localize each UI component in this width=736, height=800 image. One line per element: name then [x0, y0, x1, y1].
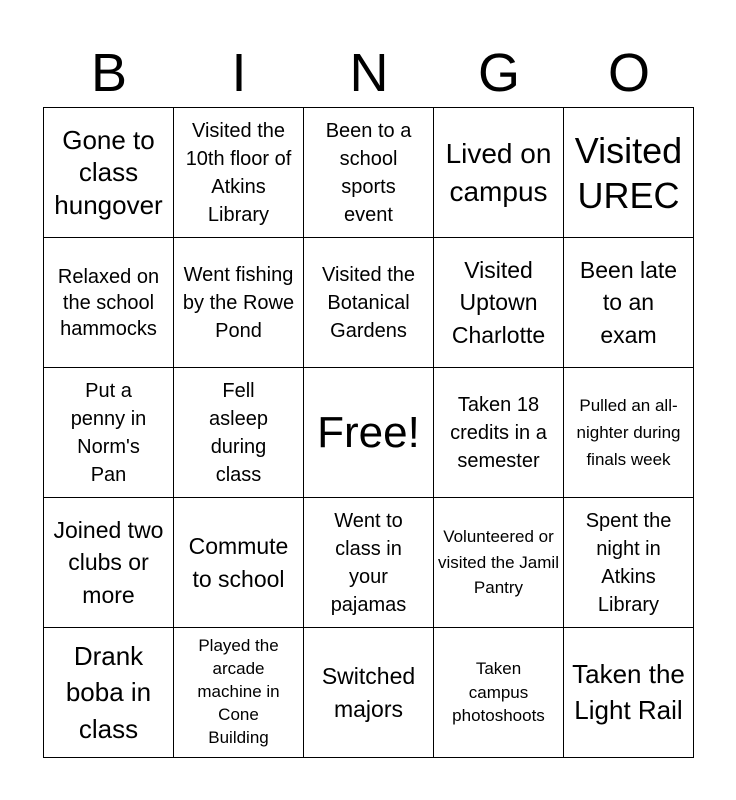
cell-text: Fell asleep during class: [209, 379, 268, 486]
cell-text: Visited the 10th floor of Atkins Library: [185, 119, 292, 226]
bingo-cell[interactable]: [304, 498, 434, 628]
free-space[interactable]: [304, 368, 434, 498]
cell-text: Spent the night in Atkins Library: [585, 509, 672, 616]
cell-text: Visited UREC: [574, 129, 683, 216]
bingo-cell[interactable]: [44, 628, 174, 758]
bingo-cell[interactable]: [304, 108, 434, 238]
cell-text: Visited Uptown Charlotte: [451, 257, 546, 348]
bingo-grid: [43, 107, 694, 758]
bingo-cell[interactable]: [434, 108, 564, 238]
bingo-cell[interactable]: [434, 368, 564, 498]
cell-text: Been to a school sports event: [325, 119, 412, 226]
cell-text: Lived on campus: [445, 137, 552, 207]
bingo-cell[interactable]: [434, 238, 564, 368]
bingo-cell[interactable]: [174, 368, 304, 498]
header-letter-g: G: [477, 43, 520, 103]
cell-text: Relaxed on the school hammocks: [57, 265, 160, 340]
cell-text: Switched majors: [321, 663, 416, 722]
bingo-cell[interactable]: [44, 368, 174, 498]
bingo-cell[interactable]: [434, 498, 564, 628]
bingo-header: [44, 38, 694, 108]
bingo-cell[interactable]: [564, 368, 694, 498]
header-letter-n: N: [349, 43, 389, 103]
bingo-cell[interactable]: [564, 628, 694, 758]
bingo-cell[interactable]: [174, 238, 304, 368]
bingo-cell[interactable]: [174, 628, 304, 758]
bingo-cell[interactable]: [564, 238, 694, 368]
cell-text: Played the arcade machine in Cone Building: [197, 636, 280, 747]
bingo-cell[interactable]: [44, 108, 174, 238]
header-letter-b: B: [90, 43, 128, 103]
bingo-cell[interactable]: [174, 498, 304, 628]
bingo-cell[interactable]: [304, 238, 434, 368]
cell-text: Gone to class hungover: [54, 124, 163, 220]
bingo-cell[interactable]: [174, 108, 304, 238]
cell-text: Taken the Light Rail: [572, 659, 685, 725]
bingo-cell[interactable]: [44, 498, 174, 628]
cell-text: Drank boba in class: [65, 640, 152, 744]
cell-text: Went to class in your pajamas: [330, 509, 407, 616]
header-letter-i: I: [231, 43, 247, 103]
bingo-cell[interactable]: [304, 628, 434, 758]
cell-text: Free!: [317, 407, 420, 457]
bingo-cell[interactable]: [564, 108, 694, 238]
cell-text: Taken 18 credits in a semester: [450, 393, 547, 472]
bingo-cell[interactable]: [564, 498, 694, 628]
cell-text: Taken campus photoshoots: [452, 658, 545, 726]
cell-text: Went fishing by the Rowe Pond: [182, 263, 295, 342]
bingo-cell[interactable]: [434, 628, 564, 758]
cell-text: Volunteered or visited the Jamil Pantry: [438, 527, 559, 598]
cell-text: Pulled an all-nighter during finals week: [576, 395, 681, 470]
cell-text: Put a penny in Norm's Pan: [70, 379, 147, 486]
cell-text: Commute to school: [188, 533, 289, 592]
cell-text: Been late to an exam: [579, 257, 678, 348]
cell-text: Joined two clubs or more: [53, 517, 164, 608]
cell-text: Visited the Botanical Gardens: [321, 263, 416, 342]
header-letter-o: O: [607, 43, 650, 103]
bingo-cell[interactable]: [44, 238, 174, 368]
